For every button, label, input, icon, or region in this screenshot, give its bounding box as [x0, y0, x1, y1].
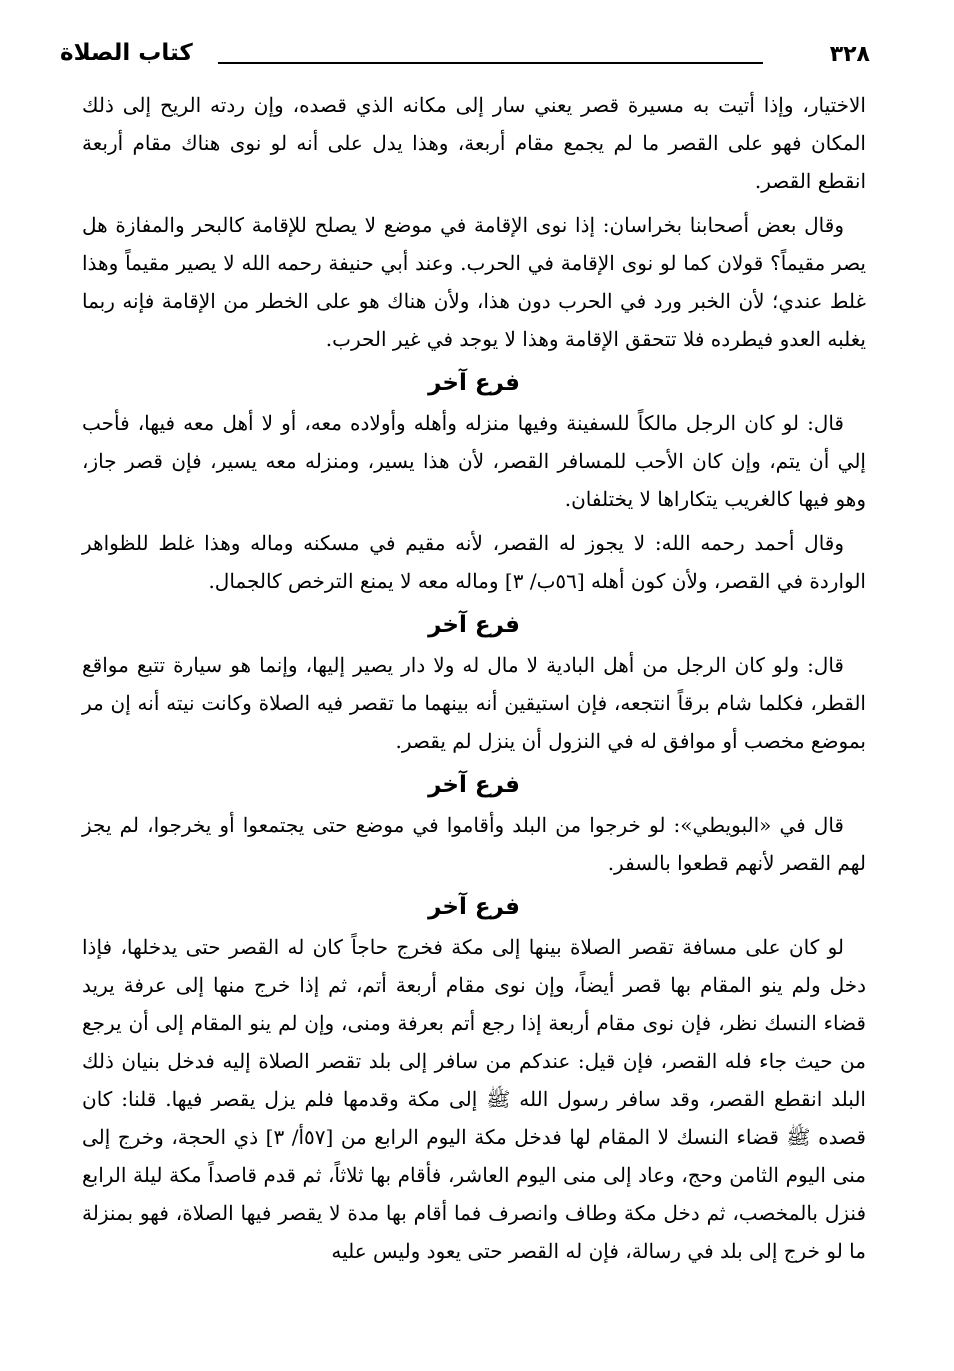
section-heading-2: فرع آخر	[428, 612, 520, 638]
page-number: ٣٢٨	[829, 42, 870, 67]
paragraph-4: وقال أحمد رحمه الله: لا يجوز له القصر، لأنه مقيم في مسكنه وماله وهذا غلط للظواهر الواردة في القصر، ولأن كون أهله [٥٦ب/ ٣] وماله معه لا يمنع الترخص كالجمال.	[82, 531, 866, 593]
section-heading-3: فرع آخر	[428, 772, 520, 798]
page-header	[60, 40, 870, 74]
header-rule	[218, 62, 763, 64]
section-heading-1: فرع آخر	[428, 370, 520, 396]
section-heading-4: فرع آخر	[428, 894, 520, 920]
paragraph-3: قال: لو كان الرجل مالكاً للسفينة وفيها منزله وأهله وأولاده معه، أو لا أهل معه فيها، فأحب إلي أن يتم، وإن كان الأحب للمسافر القصر، لأن هذا يسير، ومنزله معه يسير، فإن قصر جاز، وهو فيها كالغريب يتكاراها لا يختلفان.	[82, 411, 866, 511]
page-body	[82, 86, 866, 1276]
book-title: كتاب الصلاة	[60, 40, 193, 66]
paragraph-7: لو كان على مسافة تقصر الصلاة بينها إلى مكة فخرج حاجاً كان له القصر حتى يدخلها، فإذا دخل ولم ينو المقام بها قصر أيضاً، وإن نوى مقام أربعة أتم، ثم إذا خرج منها إلى عرفة يريد قضاء النسك نظر، فإن نوى مقام أربعة إذا رجع أتم بعرفة ومنى، وإن لم ينو المقام إلى أن يرجع من حيث جاء فله القصر، فإن قيل: عندكم من سافر إلى بلد تقصر الصلاة إليه فدخل بنيان ذلك البلد انقطع القصر، وقد سافر رسول الله ﷺ إلى مكة وقدمها فلم يزل يقصر فيها. قلنا: كان قصده ﷺ قضاء النسك لا المقام لها فدخل مكة اليوم الرابع من [٥٧أ/ ٣] ذي الحجة، وخرج إلى منى اليوم الثامن وحج، وعاد إلى منى اليوم العاشر، فأقام بها ثلاثاً، ثم قدم قاصداً مكة ليلة الرابع فنزل بالمخصب، ثم دخل مكة وطاف وانصرف فما أقام بها مدة لا يقصر فيها الصلاة، فهو بمنزلة ما لو خرج إلى بلد في رسالة، فإن له القصر حتى يعود وليس عليه	[82, 935, 866, 1263]
paragraph-5: قال: ولو كان الرجل من أهل البادية لا مال له ولا دار يصير إليها، وإنما هو سيارة تتبع مواقع القطر، فكلما شام برقاً انتجعه، فإن استيقين أنه بينهما ما تقصر فيه الصلاة وكانت نيته أنه إن مر بموضع مخصب أو موافق له في النزول أن ينزل لم يقصر.	[82, 653, 866, 753]
paragraph-2: وقال بعض أصحابنا بخراسان: إذا نوى الإقامة في موضع لا يصلح للإقامة كالبحر والمفازة هل يصر مقيماً؟ قولان كما لو نوى الإقامة في الحرب. وعند أبي حنيفة رحمه الله لا يصير مقيماً وهذا غلط عندي؛ لأن الخبر ورد في الحرب دون هذا، ولأن هناك هو على الخطر من الإقامة فإنه ربما يغلبه العدو فيطرده فلا تتحقق الإقامة وهذا لا يوجد في غير الحرب.	[82, 213, 866, 351]
paragraph-6: قال في «البويطي»: لو خرجوا من البلد وأقاموا في موضع حتى يجتمعوا أو يخرجوا، لم يجز لهم القصر لأنهم قطعوا بالسفر.	[82, 813, 866, 875]
paragraph-1: الاختيار، وإذا أتيت به مسيرة قصر يعني سار إلى مكانه الذي قصده، وإن ردته الريح إلى ذلك المكان فهو على القصر ما لم يجمع مقام أربعة، وهذا يدل على أنه لو نوى هناك مقام أربعة انقطع القصر.	[82, 93, 866, 193]
